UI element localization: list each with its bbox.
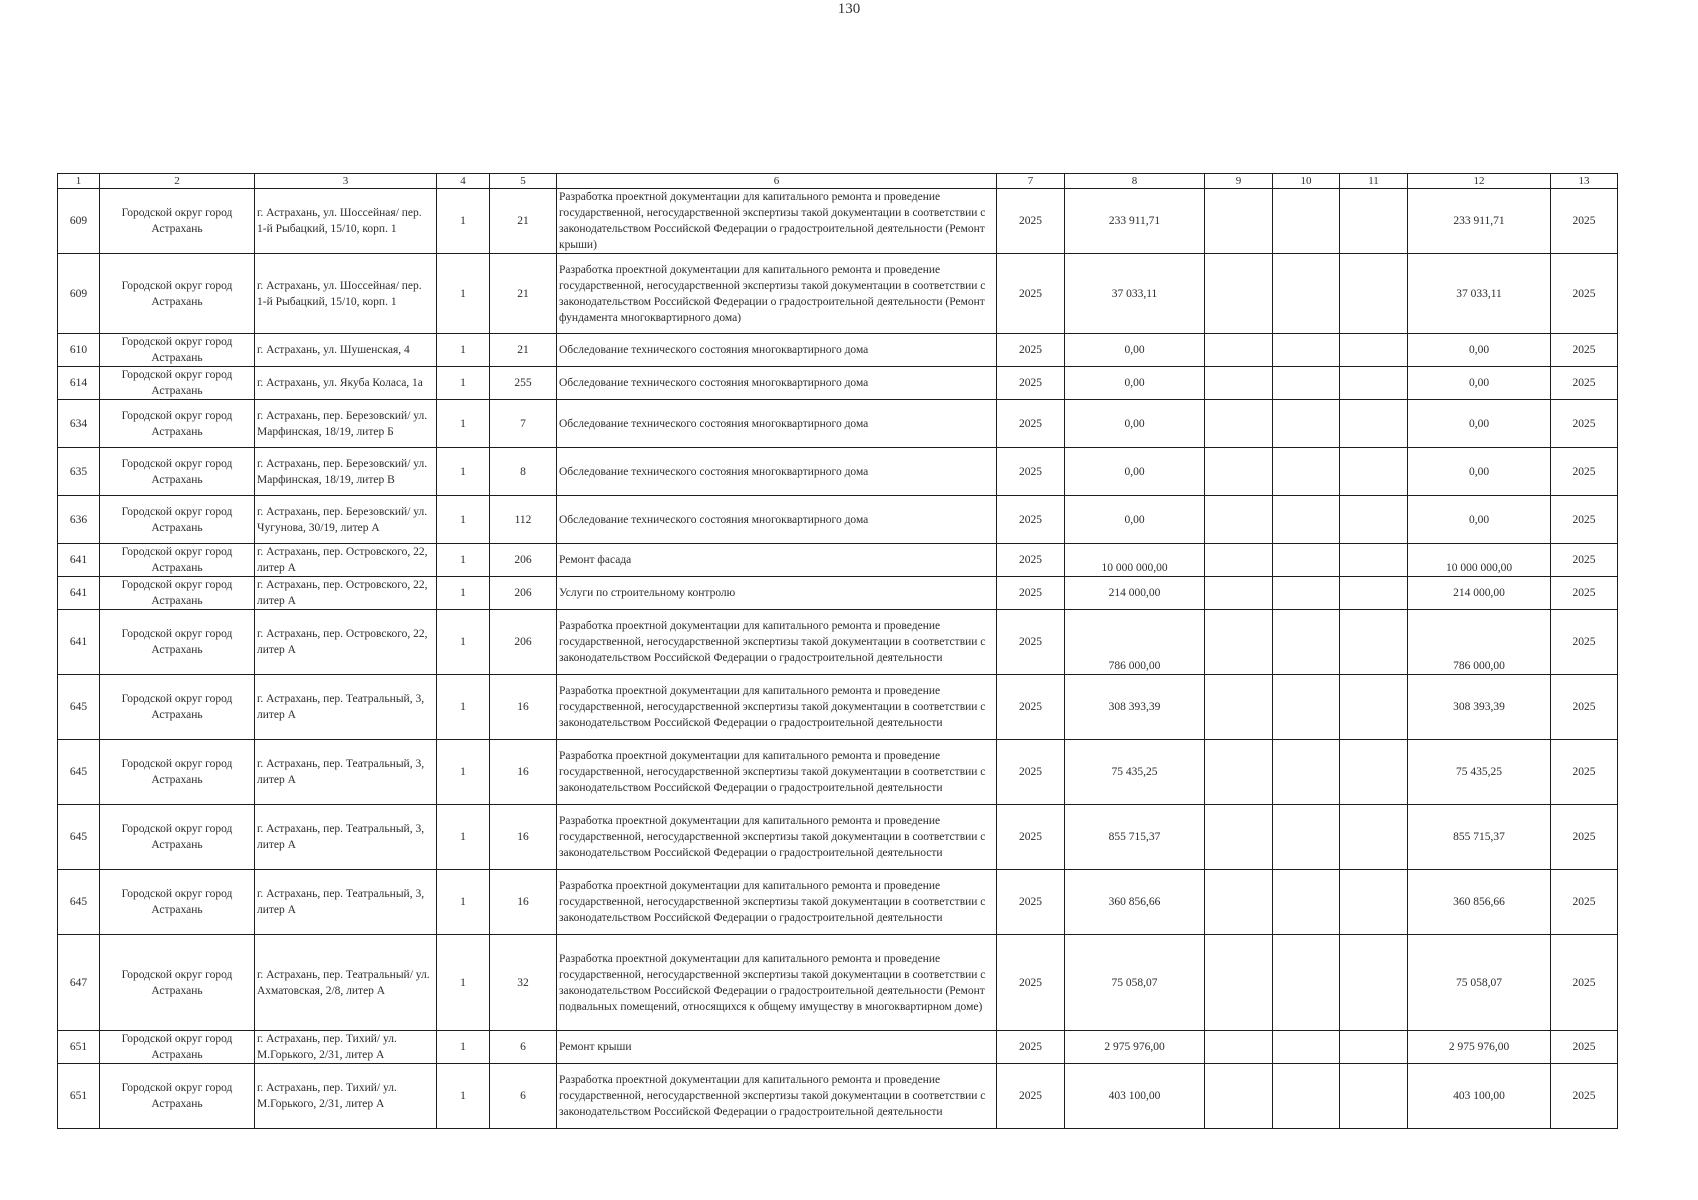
column-11-cell: [1340, 544, 1408, 577]
column-10-cell: [1273, 1031, 1340, 1064]
column-10-cell: [1273, 254, 1340, 334]
amount-total-cell: 308 393,39: [1408, 675, 1551, 740]
column-4-cell: 1: [437, 496, 490, 544]
table-row: [58, 577, 1618, 610]
row-number-cell: 645: [58, 805, 100, 870]
column-11-cell: [1340, 935, 1408, 1031]
address-cell: г. Астрахань, ул. Шоссейная/ пер. 1-й Рыбацкий, 15/10, корп. 1: [255, 189, 437, 254]
column-5-cell: 206: [490, 610, 557, 675]
completion-year-cell: 2025: [1551, 1064, 1618, 1129]
municipality-cell: Городской округ город Астрахань: [100, 400, 255, 448]
municipality-cell: Городской округ город Астрахань: [100, 1031, 255, 1064]
year-cell: 2025: [997, 935, 1065, 1031]
municipality-cell: Городской округ город Астрахань: [100, 189, 255, 254]
column-4-cell: 1: [437, 334, 490, 367]
work-type-cell: Разработка проектной документации для капитального ремонта и проведение государственной, негосударственной экспертизы такой документации в соответствии с законодательством Российской Федерации о градостроительной деятельности: [557, 805, 997, 870]
column-header: 2: [100, 174, 255, 189]
row-number-cell: 641: [58, 577, 100, 610]
amount-total-cell: 214 000,00: [1408, 577, 1551, 610]
completion-year-cell: 2025: [1551, 935, 1618, 1031]
column-5-cell: 7: [490, 400, 557, 448]
table-row: [58, 189, 1618, 254]
amount-cell: 37 033,11: [1065, 254, 1205, 334]
amount-cell: 308 393,39: [1065, 675, 1205, 740]
amount-cell: 0,00: [1065, 400, 1205, 448]
column-4-cell: 1: [437, 1031, 490, 1064]
column-header: 3: [255, 174, 437, 189]
year-cell: 2025: [997, 740, 1065, 805]
work-type-cell: Разработка проектной документации для капитального ремонта и проведение государственной, негосударственной экспертизы такой документации в соответствии с законодательством Российской Федерации о градостроительной деятельности (Ремонт подвальных помещений, относящихся к общему имуществу в многоквартирном доме): [557, 935, 997, 1031]
completion-year-cell: 2025: [1551, 610, 1618, 675]
amount-total-cell: 75 058,07: [1408, 935, 1551, 1031]
column-5-cell: 6: [490, 1031, 557, 1064]
completion-year-cell: 2025: [1551, 254, 1618, 334]
work-type-cell: Ремонт крыши: [557, 1031, 997, 1064]
table-row: [58, 1031, 1618, 1064]
table-row: [58, 334, 1618, 367]
column-11-cell: [1340, 1064, 1408, 1129]
work-type-cell: Разработка проектной документации для капитального ремонта и проведение государственной, негосударственной экспертизы такой документации в соответствии с законодательством Российской Федерации о градостроительной деятельности: [557, 610, 997, 675]
address-cell: г. Астрахань, пер. Островского, 22, литер А: [255, 544, 437, 577]
municipality-cell: Городской округ город Астрахань: [100, 254, 255, 334]
completion-year-cell: 2025: [1551, 400, 1618, 448]
column-9-cell: [1205, 544, 1273, 577]
year-cell: 2025: [997, 1064, 1065, 1129]
completion-year-cell: 2025: [1551, 740, 1618, 805]
column-5-cell: 32: [490, 935, 557, 1031]
municipality-cell: Городской округ город Астрахань: [100, 448, 255, 496]
column-10-cell: [1273, 935, 1340, 1031]
municipality-cell: Городской округ город Астрахань: [100, 805, 255, 870]
address-cell: г. Астрахань, пер. Театральный/ ул. Ахматовская, 2/8, литер А: [255, 935, 437, 1031]
column-9-cell: [1205, 610, 1273, 675]
column-header: 5: [490, 174, 557, 189]
work-type-cell: Разработка проектной документации для капитального ремонта и проведение государственной, негосударственной экспертизы такой документации в соответствии с законодательством Российской Федерации о градостроительной деятельности: [557, 675, 997, 740]
address-cell: г. Астрахань, пер. Театральный, 3, литер А: [255, 870, 437, 935]
column-header: 7: [997, 174, 1065, 189]
completion-year-cell: 2025: [1551, 496, 1618, 544]
year-cell: 2025: [997, 189, 1065, 254]
work-type-cell: Обследование технического состояния многоквартирного дома: [557, 334, 997, 367]
row-number-cell: 614: [58, 367, 100, 400]
work-type-cell: Обследование технического состояния многоквартирного дома: [557, 496, 997, 544]
column-10-cell: [1273, 577, 1340, 610]
completion-year-cell: 2025: [1551, 189, 1618, 254]
column-9-cell: [1205, 254, 1273, 334]
column-9-cell: [1205, 1031, 1273, 1064]
row-number-cell: 645: [58, 870, 100, 935]
column-4-cell: 1: [437, 544, 490, 577]
amount-cell: 0,00: [1065, 496, 1205, 544]
row-number-cell: 609: [58, 254, 100, 334]
column-4-cell: 1: [437, 448, 490, 496]
column-9-cell: [1205, 367, 1273, 400]
column-header: 8: [1065, 174, 1205, 189]
completion-year-cell: 2025: [1551, 1031, 1618, 1064]
table-row: [58, 367, 1618, 400]
work-type-cell: Разработка проектной документации для капитального ремонта и проведение государственной, негосударственной экспертизы такой документации в соответствии с законодательством Российской Федерации о градостроительной деятельности (Ремонт фундамента многоквартирного дома): [557, 254, 997, 334]
amount-total-cell: 0,00: [1408, 496, 1551, 544]
column-header: 9: [1205, 174, 1273, 189]
address-cell: г. Астрахань, пер. Театральный, 3, литер А: [255, 740, 437, 805]
column-4-cell: 1: [437, 740, 490, 805]
row-number-cell: 651: [58, 1064, 100, 1129]
address-cell: г. Астрахань, пер. Березовский/ ул. Марфинская, 18/19, литер В: [255, 448, 437, 496]
work-type-cell: Разработка проектной документации для капитального ремонта и проведение государственной, негосударственной экспертизы такой документации в соответствии с законодательством Российской Федерации о градостроительной деятельности (Ремонт крыши): [557, 189, 997, 254]
municipality-cell: Городской округ город Астрахань: [100, 577, 255, 610]
column-10-cell: [1273, 1064, 1340, 1129]
year-cell: 2025: [997, 334, 1065, 367]
column-5-cell: 6: [490, 1064, 557, 1129]
address-cell: г. Астрахань, пер. Березовский/ ул. Марфинская, 18/19, литер Б: [255, 400, 437, 448]
completion-year-cell: 2025: [1551, 544, 1618, 577]
work-type-cell: Услуги по строительному контролю: [557, 577, 997, 610]
column-9-cell: [1205, 740, 1273, 805]
amount-total-cell: 37 033,11: [1408, 254, 1551, 334]
column-11-cell: [1340, 254, 1408, 334]
year-cell: 2025: [997, 448, 1065, 496]
table-row: [58, 400, 1618, 448]
column-4-cell: 1: [437, 367, 490, 400]
column-header: 6: [557, 174, 997, 189]
work-type-cell: Ремонт фасада: [557, 544, 997, 577]
row-number-cell: 634: [58, 400, 100, 448]
amount-cell: 2 975 976,00: [1065, 1031, 1205, 1064]
column-11-cell: [1340, 610, 1408, 675]
column-4-cell: 1: [437, 1064, 490, 1129]
municipality-cell: Городской округ город Астрахань: [100, 496, 255, 544]
year-cell: 2025: [997, 805, 1065, 870]
column-9-cell: [1205, 496, 1273, 544]
column-11-cell: [1340, 448, 1408, 496]
column-4-cell: 1: [437, 189, 490, 254]
column-10-cell: [1273, 610, 1340, 675]
work-type-cell: Обследование технического состояния многоквартирного дома: [557, 367, 997, 400]
completion-year-cell: 2025: [1551, 448, 1618, 496]
address-cell: г. Астрахань, пер. Березовский/ ул. Чугунова, 30/19, литер А: [255, 496, 437, 544]
address-cell: г. Астрахань, пер. Тихий/ ул. М.Горького, 2/31, литер А: [255, 1031, 437, 1064]
row-number-cell: 610: [58, 334, 100, 367]
column-10-cell: [1273, 544, 1340, 577]
column-4-cell: 1: [437, 400, 490, 448]
year-cell: 2025: [997, 544, 1065, 577]
table-row: [58, 448, 1618, 496]
row-number-cell: 609: [58, 189, 100, 254]
column-4-cell: 1: [437, 870, 490, 935]
column-11-cell: [1340, 496, 1408, 544]
address-cell: г. Астрахань, пер. Островского, 22, литер А: [255, 577, 437, 610]
amount-cell: 214 000,00: [1065, 577, 1205, 610]
column-9-cell: [1205, 805, 1273, 870]
work-type-cell: Обследование технического состояния многоквартирного дома: [557, 448, 997, 496]
column-5-cell: 21: [490, 334, 557, 367]
table-body: [58, 174, 1618, 1129]
column-5-cell: 8: [490, 448, 557, 496]
column-9-cell: [1205, 577, 1273, 610]
amount-total-cell: 786 000,00: [1408, 610, 1551, 675]
completion-year-cell: 2025: [1551, 577, 1618, 610]
row-number-cell: 635: [58, 448, 100, 496]
column-9-cell: [1205, 1064, 1273, 1129]
year-cell: 2025: [997, 610, 1065, 675]
completion-year-cell: 2025: [1551, 870, 1618, 935]
column-10-cell: [1273, 400, 1340, 448]
work-type-cell: Разработка проектной документации для капитального ремонта и проведение государственной, негосударственной экспертизы такой документации в соответствии с законодательством Российской Федерации о градостроительной деятельности: [557, 1064, 997, 1129]
amount-total-cell: 403 100,00: [1408, 1064, 1551, 1129]
amount-cell: 403 100,00: [1065, 1064, 1205, 1129]
municipality-cell: Городской округ город Астрахань: [100, 935, 255, 1031]
column-5-cell: 16: [490, 675, 557, 740]
column-header: 10: [1273, 174, 1340, 189]
column-10-cell: [1273, 334, 1340, 367]
column-5-cell: 206: [490, 544, 557, 577]
completion-year-cell: 2025: [1551, 367, 1618, 400]
amount-cell: 10 000 000,00: [1065, 544, 1205, 577]
table-row: [58, 496, 1618, 544]
column-5-cell: 16: [490, 805, 557, 870]
address-cell: г. Астрахань, пер. Тихий/ ул. М.Горького, 2/31, литер А: [255, 1064, 437, 1129]
page-number: 130: [837, 1, 861, 17]
column-5-cell: 206: [490, 577, 557, 610]
amount-total-cell: 0,00: [1408, 400, 1551, 448]
column-number-row: [58, 174, 1618, 189]
column-9-cell: [1205, 935, 1273, 1031]
amount-total-cell: 0,00: [1408, 367, 1551, 400]
column-5-cell: 21: [490, 189, 557, 254]
column-4-cell: 1: [437, 675, 490, 740]
work-type-cell: Разработка проектной документации для капитального ремонта и проведение государственной, негосударственной экспертизы такой документации в соответствии с законодательством Российской Федерации о градостроительной деятельности: [557, 740, 997, 805]
column-10-cell: [1273, 367, 1340, 400]
row-number-cell: 645: [58, 675, 100, 740]
row-number-cell: 641: [58, 544, 100, 577]
amount-cell: 786 000,00: [1065, 610, 1205, 675]
table-row: [58, 610, 1618, 675]
amount-total-cell: 2 975 976,00: [1408, 1031, 1551, 1064]
amount-total-cell: 10 000 000,00: [1408, 544, 1551, 577]
table-row: [58, 870, 1618, 935]
table-row: [58, 254, 1618, 334]
table-row: [58, 805, 1618, 870]
column-5-cell: 112: [490, 496, 557, 544]
completion-year-cell: 2025: [1551, 805, 1618, 870]
column-10-cell: [1273, 870, 1340, 935]
amount-cell: 855 715,37: [1065, 805, 1205, 870]
column-5-cell: 21: [490, 254, 557, 334]
year-cell: 2025: [997, 577, 1065, 610]
work-type-cell: Обследование технического состояния многоквартирного дома: [557, 400, 997, 448]
year-cell: 2025: [997, 496, 1065, 544]
amount-total-cell: 75 435,25: [1408, 740, 1551, 805]
amount-total-cell: 360 856,66: [1408, 870, 1551, 935]
address-cell: г. Астрахань, пер. Островского, 22, литер А: [255, 610, 437, 675]
column-11-cell: [1340, 189, 1408, 254]
column-header: 13: [1551, 174, 1618, 189]
column-header: 12: [1408, 174, 1551, 189]
column-10-cell: [1273, 189, 1340, 254]
municipality-cell: Городской округ город Астрахань: [100, 544, 255, 577]
work-type-cell: Разработка проектной документации для капитального ремонта и проведение государственной, негосударственной экспертизы такой документации в соответствии с законодательством Российской Федерации о градостроительной деятельности: [557, 870, 997, 935]
table-row: [58, 740, 1618, 805]
amount-cell: 75 058,07: [1065, 935, 1205, 1031]
year-cell: 2025: [997, 675, 1065, 740]
column-11-cell: [1340, 740, 1408, 805]
column-11-cell: [1340, 400, 1408, 448]
year-cell: 2025: [997, 870, 1065, 935]
column-10-cell: [1273, 675, 1340, 740]
column-11-cell: [1340, 805, 1408, 870]
amount-cell: 0,00: [1065, 367, 1205, 400]
column-9-cell: [1205, 189, 1273, 254]
column-10-cell: [1273, 448, 1340, 496]
column-10-cell: [1273, 805, 1340, 870]
municipality-cell: Городской округ город Астрахань: [100, 740, 255, 805]
amount-total-cell: 0,00: [1408, 334, 1551, 367]
municipality-cell: Городской округ город Астрахань: [100, 334, 255, 367]
column-10-cell: [1273, 496, 1340, 544]
column-9-cell: [1205, 870, 1273, 935]
column-4-cell: 1: [437, 805, 490, 870]
completion-year-cell: 2025: [1551, 334, 1618, 367]
year-cell: 2025: [997, 1031, 1065, 1064]
year-cell: 2025: [997, 254, 1065, 334]
amount-total-cell: 0,00: [1408, 448, 1551, 496]
table-row: [58, 675, 1618, 740]
table-row: [58, 1064, 1618, 1129]
municipality-cell: Городской округ город Астрахань: [100, 870, 255, 935]
repair-program-table: [57, 173, 1618, 1129]
address-cell: г. Астрахань, ул. Якуба Коласа, 1а: [255, 367, 437, 400]
column-11-cell: [1340, 367, 1408, 400]
municipality-cell: Городской округ город Астрахань: [100, 675, 255, 740]
year-cell: 2025: [997, 367, 1065, 400]
address-cell: г. Астрахань, пер. Театральный, 3, литер А: [255, 805, 437, 870]
column-9-cell: [1205, 448, 1273, 496]
row-number-cell: 651: [58, 1031, 100, 1064]
column-11-cell: [1340, 577, 1408, 610]
column-11-cell: [1340, 1031, 1408, 1064]
amount-cell: 0,00: [1065, 448, 1205, 496]
column-5-cell: 16: [490, 740, 557, 805]
amount-cell: 0,00: [1065, 334, 1205, 367]
municipality-cell: Городской округ город Астрахань: [100, 610, 255, 675]
column-9-cell: [1205, 675, 1273, 740]
amount-total-cell: 233 911,71: [1408, 189, 1551, 254]
column-10-cell: [1273, 740, 1340, 805]
column-4-cell: 1: [437, 935, 490, 1031]
amount-cell: 233 911,71: [1065, 189, 1205, 254]
row-number-cell: 636: [58, 496, 100, 544]
column-4-cell: 1: [437, 610, 490, 675]
table-row: [58, 544, 1618, 577]
municipality-cell: Городской округ город Астрахань: [100, 367, 255, 400]
column-4-cell: 1: [437, 254, 490, 334]
municipality-cell: Городской округ город Астрахань: [100, 1064, 255, 1129]
address-cell: г. Астрахань, пер. Театральный, 3, литер А: [255, 675, 437, 740]
column-header: 11: [1340, 174, 1408, 189]
table-row: [58, 935, 1618, 1031]
row-number-cell: 647: [58, 935, 100, 1031]
column-9-cell: [1205, 334, 1273, 367]
column-11-cell: [1340, 334, 1408, 367]
column-header: 1: [58, 174, 100, 189]
address-cell: г. Астрахань, ул. Шушенская, 4: [255, 334, 437, 367]
column-5-cell: 255: [490, 367, 557, 400]
column-11-cell: [1340, 870, 1408, 935]
column-header: 4: [437, 174, 490, 189]
row-number-cell: 645: [58, 740, 100, 805]
address-cell: г. Астрахань, ул. Шоссейная/ пер. 1-й Рыбацкий, 15/10, корп. 1: [255, 254, 437, 334]
amount-cell: 75 435,25: [1065, 740, 1205, 805]
year-cell: 2025: [997, 400, 1065, 448]
row-number-cell: 641: [58, 610, 100, 675]
amount-total-cell: 855 715,37: [1408, 805, 1551, 870]
column-4-cell: 1: [437, 577, 490, 610]
amount-cell: 360 856,66: [1065, 870, 1205, 935]
completion-year-cell: 2025: [1551, 675, 1618, 740]
column-9-cell: [1205, 400, 1273, 448]
column-11-cell: [1340, 675, 1408, 740]
column-5-cell: 16: [490, 870, 557, 935]
